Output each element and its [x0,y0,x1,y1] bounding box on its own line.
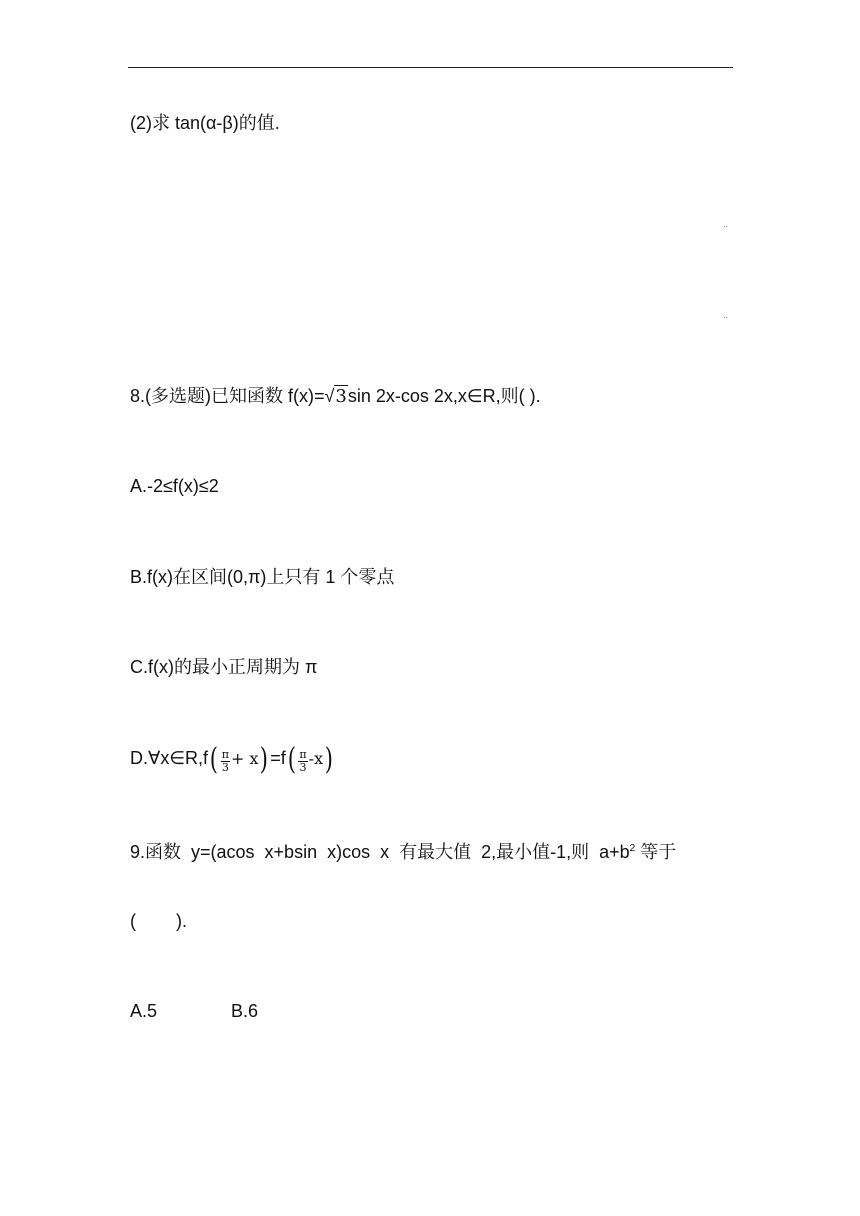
question-8-prefix: 8.(多选题)已知函数 f(x)= [130,386,325,406]
option-8a: A.-2≤f(x)≤2 [130,476,219,496]
fraction-pi-over-3 [298,749,307,774]
fraction-denominator: 3 [221,761,229,774]
option-8d [130,742,335,777]
question-9-stem [130,837,676,864]
left-paren: ( [209,742,218,777]
right-paren: ) [260,742,269,777]
sqrt-expression [325,384,348,409]
option-8b: B.f(x)在区间(0,π)上只有 1 个零点 [130,567,395,587]
question-part-2: (2)求 tan(α-β)的值. [130,113,280,133]
option-9b: B.6 [231,1001,259,1021]
question-8-suffix: sin 2x-cos 2x,x∈R,则( ). [347,386,541,406]
minus-x: -x [308,749,324,768]
question-9-text: 9.函数 y=(acos x+bsin x)cos x 有最大值 2,最小值-1,则 a+b [130,842,630,862]
question-8-stem [130,384,541,409]
equals-f: =f [270,748,286,768]
option-9a: A.5 [130,1001,158,1021]
plus-x: + x [230,749,259,768]
fraction-pi-over-3 [221,749,230,774]
option-8c: C.f(x)的最小正周期为 π [130,657,318,677]
margin-mark: .. [723,219,729,229]
header-rule [128,67,733,68]
fraction-numerator: π [221,748,229,761]
margin-mark: .. [723,310,729,320]
left-paren: ( [287,742,296,777]
superscript-2: 2 [629,843,636,854]
question-9-answer-blank: ( ). [130,911,187,931]
fraction-denominator: 3 [299,761,307,774]
question-9-tail: 等于 [635,842,677,862]
right-paren: ) [324,742,334,777]
fraction-numerator: π [299,748,307,761]
sqrt-radicand: 3 [335,386,347,407]
sqrt-sign: √ [324,386,335,406]
option-8d-prefix: D.∀x∈R,f [130,748,208,768]
